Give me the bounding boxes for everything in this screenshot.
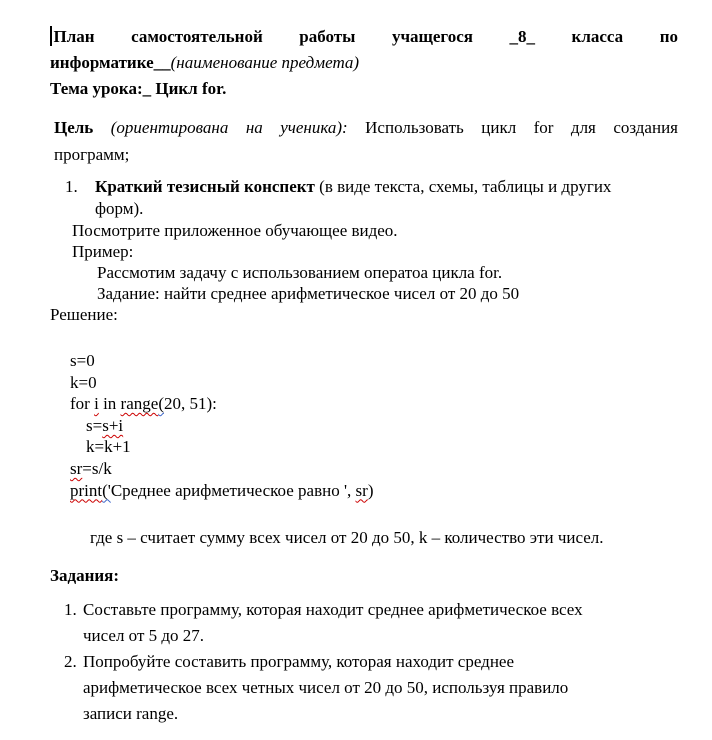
code-line — [86, 415, 678, 437]
task-line: чисел от 5 до 27. — [83, 626, 205, 646]
goal-line-2: программ; — [54, 145, 130, 164]
title-text: План самостоятельной работы учащегося _8_ класса по — [53, 27, 678, 46]
solution-label: Решение: — [50, 305, 118, 324]
list-number: 1. — [65, 177, 78, 196]
spellcheck-underline: print — [70, 480, 103, 500]
spellcheck-underline: sr — [355, 480, 368, 500]
code-text: s= — [86, 415, 103, 435]
goal-label: Цель — [54, 118, 94, 137]
grammar-underline: (' — [102, 480, 111, 500]
code-line: k=0 — [70, 372, 97, 392]
goal-note: (ориентирована на ученика): — [93, 118, 366, 137]
title-paragraph — [50, 24, 678, 102]
conspect-title: Краткий тезисный конспект — [95, 177, 315, 196]
task-number: 1. — [64, 600, 77, 620]
task-item — [50, 649, 678, 727]
code-line — [70, 458, 678, 480]
goal-text: Использовать цикл for для создания — [365, 118, 678, 137]
lesson-topic: Тема урока:_ Цикл for. — [50, 79, 227, 98]
list-item-text — [95, 176, 678, 220]
code-line: s=0 — [70, 351, 95, 370]
task-text — [83, 649, 678, 727]
code-text: =s/k — [82, 458, 112, 478]
code-text: 20, 51): — [163, 394, 217, 414]
example-section — [50, 220, 678, 325]
code-explanation: где s – считает сумму всех чисел от 20 до 50, k – количество эти чисел. — [90, 528, 604, 548]
conspect-line-1 — [95, 176, 678, 198]
task-line: Попробуйте составить программу, которая находит среднее — [83, 652, 515, 672]
task-text — [83, 597, 678, 649]
grammar-underline: ( — [158, 394, 164, 414]
task-number: 2. — [64, 652, 77, 672]
code-text: for — [70, 394, 95, 414]
example-task-line: Рассмотим задачу с использованием оператоа цикла for. — [97, 263, 503, 282]
task-item — [50, 597, 678, 649]
code-line — [70, 393, 678, 415]
subject-name: информатике__ — [50, 53, 171, 72]
goal-line-1 — [54, 114, 678, 141]
title-line-2 — [50, 50, 678, 76]
tasks-header: Задания: — [50, 566, 120, 586]
spellcheck-underline: range — [120, 394, 159, 414]
conspect-list — [50, 176, 678, 220]
watch-video-line: Посмотрите приложенное обучающее видео. — [72, 221, 398, 240]
example-assignment-line: Задание: найти среднее арифметическое чисел от 20 до 50 — [97, 284, 520, 303]
task-line: арифметическое всех четных чисел от 20 до 50, используя правило — [83, 678, 569, 698]
spellcheck-underline: i — [94, 394, 99, 414]
subject-note: (наименование предмета) — [170, 53, 360, 72]
conspect-rest: (в виде текста, схемы, таблицы и других — [314, 177, 612, 196]
title-line-1 — [50, 24, 678, 50]
text-cursor-caret — [50, 26, 52, 46]
task-line: Составьте программу, которая находит среднее арифметическое всех — [83, 600, 583, 620]
conspect-line-2: форм). — [95, 199, 144, 218]
goal-paragraph — [50, 114, 678, 168]
code-text: Среднее арифметическое равно ', — [110, 480, 356, 500]
code-line — [70, 480, 678, 502]
list-item — [50, 176, 678, 220]
spellcheck-underline: s+i — [102, 415, 124, 435]
task-line: записи range. — [83, 704, 179, 724]
code-text: ) — [367, 480, 374, 500]
code-text: in — [98, 394, 121, 414]
spellcheck-underline: sr — [70, 458, 83, 478]
example-label: Пример: — [72, 242, 134, 261]
tasks-list — [50, 597, 678, 727]
code-line: k=k+1 — [86, 437, 131, 457]
code-block — [70, 350, 678, 501]
